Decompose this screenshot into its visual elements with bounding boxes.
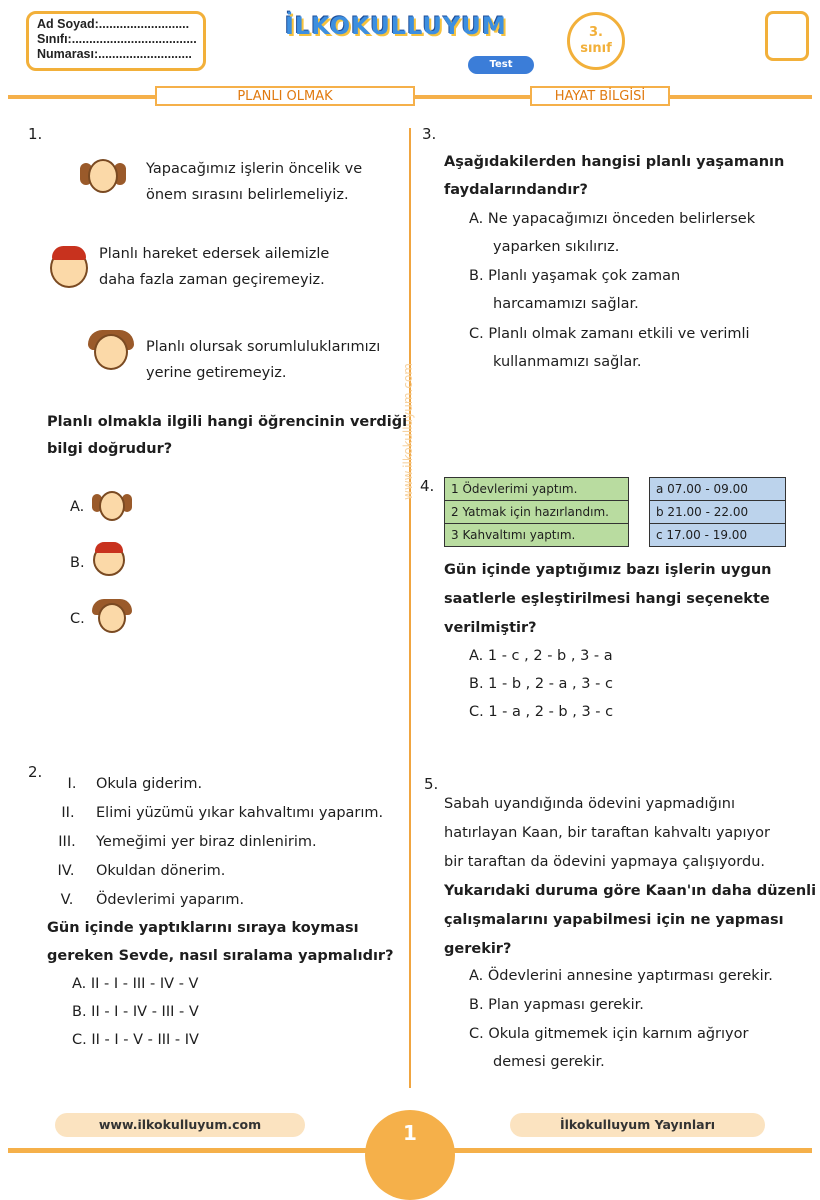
student-name-line: Ad Soyad:..........................: [37, 17, 190, 31]
q3-number: 3.: [422, 125, 437, 143]
topic-label: PLANLI OLMAK: [155, 86, 415, 106]
q2-item-roman: II.: [61, 805, 75, 821]
student-class-line: Sınıfı:....................................: [37, 32, 197, 46]
page-number: 1: [403, 1121, 417, 1145]
q5-option-b[interactable]: B. Plan yapması gerekir.: [469, 997, 644, 1013]
q2-number: 2.: [28, 763, 43, 781]
q3-option-c-line-2: kullanmamızı sağlar.: [493, 354, 642, 370]
q2-option-c[interactable]: C. II - I - V - III - IV: [72, 1032, 199, 1048]
q5-option-a[interactable]: A. Ödevlerini annesine yaptırması gerekir.: [469, 968, 773, 984]
q4-option-a[interactable]: A. 1 - c , 2 - b , 3 - a: [469, 648, 613, 664]
girl-curly-hair-face-icon: [88, 328, 134, 372]
q4-option-b[interactable]: B. 1 - b , 2 - a , 3 - c: [469, 676, 613, 692]
q5-text-line-3: bir taraftan da ödevini yapmaya çalışıyordu.: [444, 854, 765, 870]
q5-question-line-1: Yukarıdaki duruma göre Kaan'ın daha düzenli: [444, 883, 817, 899]
q3-option-a-line-1[interactable]: A. Ne yapacağımızı önceden belirlersek: [469, 211, 756, 227]
q4-number: 4.: [420, 477, 435, 495]
q2-option-a[interactable]: A. II - I - III - IV - V: [72, 976, 199, 992]
activity-cell: 2 Yatmak için hazırlandım.: [445, 501, 629, 524]
test-badge: Test: [468, 56, 534, 74]
q4-question-line-1: Gün içinde yaptığımız bazı işlerin uygun: [444, 562, 772, 578]
q2-item-text: Elimi yüzümü yıkar kahvaltımı yaparım.: [96, 805, 384, 821]
q2-item-text: Okuldan dönerim.: [96, 863, 226, 879]
q5-text-line-1: Sabah uyandığında ödevini yapmadığını: [444, 796, 735, 812]
q1-option-c-label[interactable]: C.: [70, 611, 85, 627]
boy-red-hair-face-icon: [48, 244, 92, 288]
q5-question-line-3: gerekir?: [444, 941, 512, 957]
q1-statement-1-line-2: önem sırasını belirlemeliyiz.: [146, 187, 349, 203]
q5-question-line-2: çalışmalarını yapabilmesi için ne yapması: [444, 912, 784, 928]
q2-item-roman: I.: [67, 776, 77, 792]
q1-option-a-label[interactable]: A.: [70, 499, 85, 515]
q2-item-roman: III.: [58, 834, 76, 850]
girl-curly-hair-face-icon: [92, 597, 132, 635]
time-cell: a 07.00 - 09.00: [650, 478, 786, 501]
q4-question-line-2: saatlerle eşleştirilmesi hangi seçenekte: [444, 591, 770, 607]
subject-label: HAYAT BİLGİSİ: [530, 86, 670, 106]
q5-number: 5.: [424, 775, 439, 793]
grade-number: 3.: [589, 25, 603, 40]
q2-item-text: Yemeğimi yer biraz dinlenirim.: [96, 834, 317, 850]
q1-statement-2-line-2: daha fazla zaman geçiremeyiz.: [99, 272, 325, 288]
q1-question-line-2: bilgi doğrudur?: [47, 441, 173, 457]
q1-statement-2-line-1: Planlı hareket edersek ailemizle: [99, 246, 330, 262]
q1-statement-1-line-1: Yapacağımız işlerin öncelik ve: [146, 161, 363, 177]
footer-publisher: İlkokulluyum Yayınları: [510, 1113, 765, 1137]
q5-text-line-2: hatırlayan Kaan, bir taraftan kahvaltı yapıyor: [444, 825, 770, 841]
q2-item-text: Okula giderim.: [96, 776, 203, 792]
girl-pigtails-face-icon: [80, 155, 126, 201]
grade-badge: [567, 12, 625, 70]
q3-option-b-line-1[interactable]: B. Planlı yaşamak çok zaman: [469, 268, 681, 284]
column-divider: [409, 128, 411, 1088]
time-cell: c 17.00 - 19.00: [650, 524, 786, 547]
student-info-box: [26, 11, 206, 71]
student-number-line: Numarası:...........................: [37, 47, 192, 61]
q5-option-c-line-2: demesi gerekir.: [493, 1054, 605, 1070]
q1-statement-3-line-2: yerine getiremeyiz.: [146, 365, 287, 381]
q2-question-line-1: Gün içinde yaptıklarını sıraya koyması: [47, 920, 359, 936]
grade-word: sınıf: [580, 41, 612, 56]
q3-question-line-1: Aşağıdakilerden hangisi planlı yaşamanın: [444, 154, 785, 170]
boy-red-hair-face-icon: [92, 540, 128, 578]
q1-question-line-1: Planlı olmakla ilgili hangi öğrencinin verdiği: [47, 414, 408, 430]
q2-item-roman: IV.: [57, 863, 75, 879]
footer-rule: [8, 1148, 812, 1153]
q4-option-c[interactable]: C. 1 - a , 2 - b , 3 - c: [469, 704, 614, 720]
activities-table: [444, 477, 629, 547]
q1-option-b-label[interactable]: B.: [70, 555, 85, 571]
footer-website[interactable]: www.ilkokulluyum.com: [55, 1113, 305, 1137]
q2-item-text: Ödevlerimi yaparım.: [96, 892, 245, 908]
times-table: [649, 477, 786, 547]
q4-question-line-3: verilmiştir?: [444, 620, 537, 636]
activity-cell: 1 Ödevlerimi yaptım.: [445, 478, 629, 501]
girl-pigtails-face-icon: [92, 488, 132, 524]
activity-cell: 3 Kahvaltımı yaptım.: [445, 524, 629, 547]
watermark-text: www.ilkokulluyum.com: [401, 363, 415, 500]
time-cell: b 21.00 - 22.00: [650, 501, 786, 524]
score-box: [765, 11, 809, 61]
q2-question-line-2: gereken Sevde, nasıl sıralama yapmalıdır?: [47, 948, 394, 964]
q1-number: 1.: [28, 125, 43, 143]
q3-option-b-line-2: harcamamızı sağlar.: [493, 296, 639, 312]
q2-item-roman: V.: [60, 892, 74, 908]
q3-option-c-line-1[interactable]: C. Planlı olmak zamanı etkili ve verimli: [469, 326, 750, 342]
q1-statement-3-line-1: Planlı olursak sorumluluklarımızı: [146, 339, 381, 355]
q2-option-b[interactable]: B. II - I - IV - III - V: [72, 1004, 199, 1020]
q5-option-c-line-1[interactable]: C. Okula gitmemek için karnım ağrıyor: [469, 1026, 749, 1042]
q3-option-a-line-2: yaparken sıkılırız.: [493, 239, 620, 255]
q3-question-line-2: faydalarındandır?: [444, 182, 588, 198]
site-logo: İLKOKULLUYUM: [285, 12, 507, 40]
